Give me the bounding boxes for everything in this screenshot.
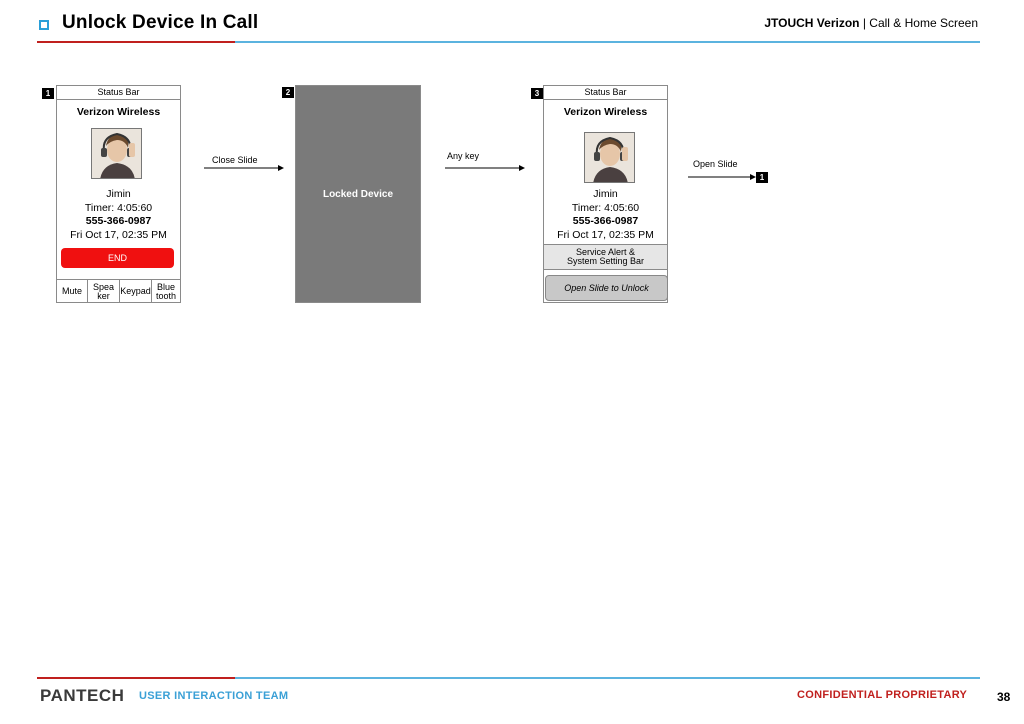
arrow-right-icon — [204, 163, 284, 173]
end-call-button[interactable]: END — [61, 248, 174, 268]
transition-target-number: 1 — [756, 172, 768, 183]
carrier-name: Verizon Wireless — [563, 106, 648, 118]
transition-label-close-slide: Close Slide — [212, 155, 258, 165]
pantech-logo: PANTECH — [40, 686, 125, 705]
contact-photo — [91, 128, 142, 179]
contact-name: Jimin — [106, 188, 131, 200]
screen-2-locked — [295, 85, 421, 303]
bluetooth-button[interactable]: Blue tooth — [155, 281, 177, 301]
title-bullet-icon — [39, 20, 49, 30]
screen-2-number: 2 — [282, 87, 294, 98]
screen-1-number: 1 — [42, 88, 54, 99]
speaker-button[interactable]: Spea ker — [88, 280, 120, 303]
phone-number: 555-366-0987 — [572, 215, 639, 227]
contact-name: Jimin — [593, 188, 618, 200]
page-title: Unlock Device In Call — [62, 12, 259, 33]
footer-rule-blue — [235, 677, 980, 679]
transition-label-open-slide: Open Slide — [693, 159, 738, 169]
screen-3-number: 3 — [531, 88, 543, 99]
call-datetime: Fri Oct 17, 02:35 PM — [70, 229, 167, 241]
team-name: USER INTERACTION TEAM — [139, 690, 289, 702]
call-datetime: Fri Oct 17, 02:35 PM — [557, 229, 654, 241]
call-timer: Timer: 4:05:60 — [571, 202, 640, 214]
header-rule-blue — [235, 41, 980, 43]
carrier-name: Verizon Wireless — [76, 106, 161, 118]
section-name: Call & Home Screen — [869, 16, 978, 30]
header-context — [764, 16, 978, 30]
arrow-right-icon — [688, 172, 756, 182]
screen-1-in-call — [56, 85, 181, 303]
mute-button[interactable]: Mute — [57, 280, 88, 303]
call-timer: Timer: 4:05:60 — [84, 202, 153, 214]
contact-avatar-icon — [585, 133, 635, 183]
confidential-label: CONFIDENTIAL PROPRIETARY — [797, 689, 968, 701]
product-name: JTOUCH Verizon — [764, 16, 860, 30]
arrow-right-icon — [445, 163, 525, 173]
contact-photo — [584, 132, 635, 183]
keypad-button[interactable]: Keypad — [120, 280, 152, 303]
locked-device-label: Locked Device — [322, 188, 394, 200]
transition-label-any-key: Any key — [447, 151, 480, 161]
page-number: 38 — [997, 690, 1011, 704]
softkey-bar — [57, 279, 180, 303]
phone-number: 555-366-0987 — [85, 215, 152, 227]
contact-avatar-icon — [92, 129, 142, 179]
status-bar: Status Bar — [57, 86, 180, 100]
service-alert-bar[interactable]: Service Alert & System Setting Bar — [544, 244, 667, 270]
screen-3-unlock-prompt — [543, 85, 668, 303]
header-rule-red — [37, 41, 235, 43]
header-separator: | — [859, 16, 870, 30]
footer-rule-red — [37, 677, 235, 679]
status-bar: Status Bar — [544, 86, 667, 100]
open-slide-to-unlock[interactable]: Open Slide to Unlock — [545, 275, 668, 301]
